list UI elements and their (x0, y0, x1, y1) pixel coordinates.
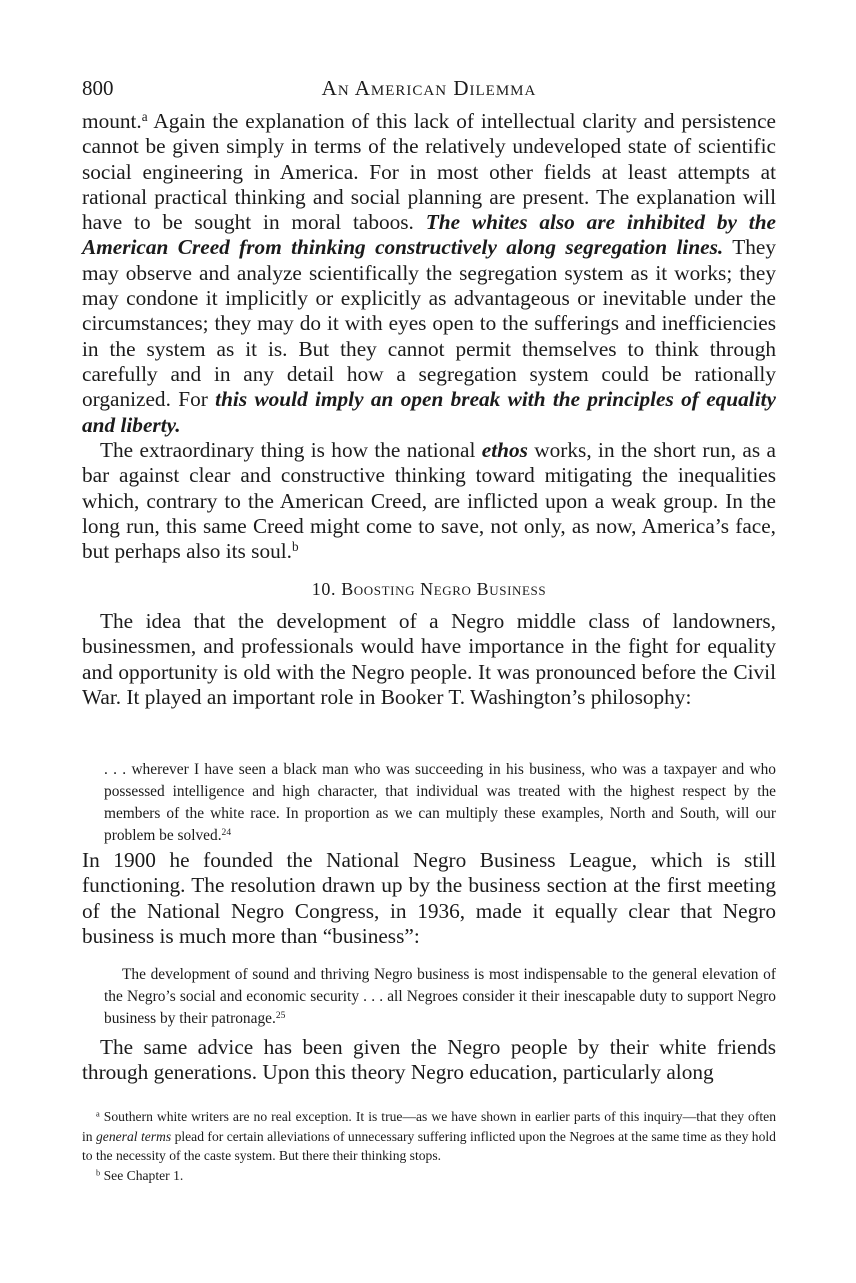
paragraph-3: The idea that the development of a Negro middle class of landowners, businessmen, and professionals would have importance in the fight for equality and opportunity is old with the Negro people. It was pronounced before the Civil War. It played an important role in Booker T. Washington’s philosophy: (82, 609, 776, 709)
footnote-mark: b (96, 1167, 101, 1178)
block-quote-washington (104, 759, 776, 847)
paragraph-4: In 1900 he founded the National Negro Business League, which is still functioning. The resolution drawn up by the business section at the first meeting of the National Negro Congress, in 1936, made it equally clear that Negro business is much more than “business”: (82, 848, 776, 948)
paragraph-1-text: Again the explanation of this lack of intellectual clarity and persistence cannot be given simply in terms of the relatively undeveloped state of scientific social engineering in America. For in most other fields at least attempts at rational practical thinking and social planning are present. The explanation will have to be sought in moral taboos. (82, 109, 776, 235)
footnote-emphasis: general terms (96, 1128, 172, 1144)
emphasis-text: ethos (481, 438, 528, 462)
paragraph-5: The same advice has been given the Negro people by their white friends through generations. Upon this theory Negro education, particularly along (82, 1035, 776, 1085)
paragraph-2 (82, 438, 776, 564)
emphasis-text: this would imply an open break with the principles of equality and liberty. (82, 387, 776, 437)
quote-text: The development of sound and thriving Negro business is most indispensable to the general elevation of the Negro’s social and economic security . . . all Negroes consider it their inescapable duty to support Negro business by their patronage. (104, 966, 776, 1027)
footnote-text: Southern white writers are no real exception. It is true—as we have shown in earlier parts of this inquiry—that they often in (82, 1109, 776, 1144)
block-quote-congress (104, 964, 776, 1030)
footnote-text: See Chapter 1. (100, 1167, 184, 1183)
running-head (82, 76, 776, 102)
paragraph-1-text: They may observe and analyze scientifically the segregation system as it works; they may condone it implicitly or explicitly as advantageous or inevitable under the circumstances; they may do it with eyes open to the sufferings and inefficiencies in the system as it is. But they cannot permit themselves to think through carefully and in any detail how a segregation system could be rationally organized. For (82, 235, 776, 412)
footnote-ref-a[interactable]: a (141, 108, 148, 124)
paragraph-1 (82, 109, 776, 438)
footnote-mark: a (96, 1108, 100, 1119)
footnotes (82, 1107, 776, 1185)
quote-text: . . . wherever I have seen a black man who was succeeding in his business, who was a taxpayer and who possessed intelligence and high character, that individual was treated with the highest respect by the members of the white race. In proportion as we can multiply these examples, North and South, will our problem be solved. (104, 761, 776, 844)
page-number: 800 (82, 76, 114, 100)
footnote-ref-b[interactable]: b (292, 538, 299, 554)
paragraph-2-text: works, in the short run, as a bar against clear and constructive thinking toward mitigating the inequalities which, contrary to the American Creed, are inflicted upon a weak group. In the long run, this same Creed might come to save, not only, as now, America’s face, but perhaps also its soul. (82, 438, 777, 564)
emphasis-text: The whites also are inhibited by the American Creed from thinking constructively along segregation lines. (82, 210, 776, 260)
section-heading: 10. Boosting Negro Business (311, 579, 547, 599)
paragraph-1-text: mount. (82, 109, 142, 133)
book-title: An American Dilemma (321, 76, 537, 100)
paragraph-2-text: The extraordinary thing is how the national (100, 438, 482, 462)
footnote-ref-24[interactable]: 24 (221, 826, 232, 838)
footnote-a (82, 1107, 776, 1166)
footnote-text: plead for certain alleviations of unnecessary suffering inflicted upon the Negroes at the same time as they hold to the necessity of the caste system. But there their thinking stops. (82, 1128, 776, 1164)
footnote-ref-25[interactable]: 25 (275, 1009, 286, 1021)
footnote-b (82, 1166, 776, 1186)
